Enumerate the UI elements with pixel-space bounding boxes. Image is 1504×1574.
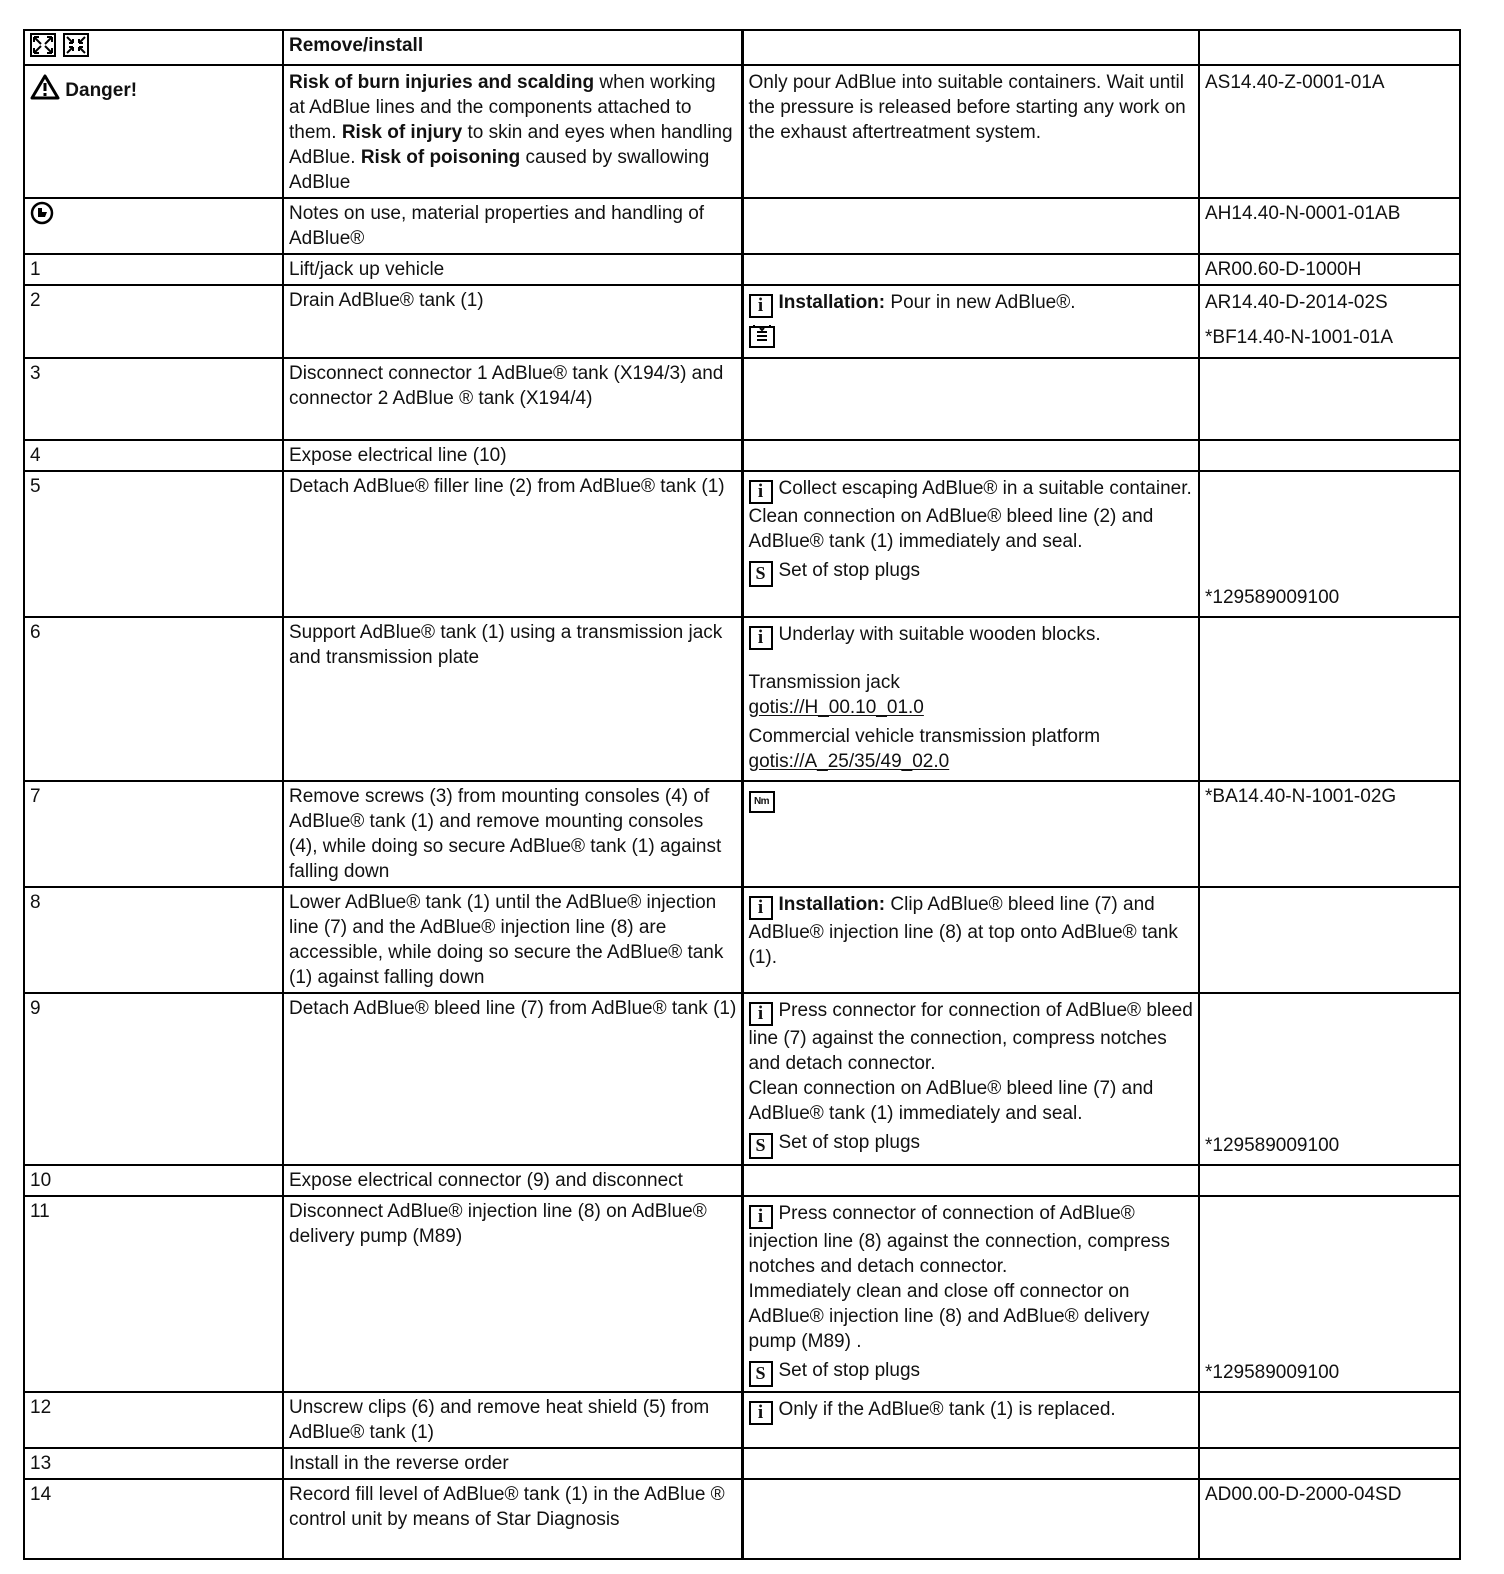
step-row-6	[24, 617, 1460, 781]
risk-injury-heading: Risk of injury	[341, 122, 463, 143]
step-text: Lift/jack up vehicle	[283, 254, 742, 285]
step-text: Lower AdBlue® tank (1) until the AdBlue® injection line (7) and the AdBlue® injection line (8) are accessible, while doing so secure the AdBlue® tank (1) against falling down	[283, 887, 742, 993]
notes-ref[interactable]: AH14.40-N-0001-01AB	[1199, 198, 1460, 254]
risk-injury-text: to skin and eyes when handling AdBlue.	[289, 122, 733, 168]
procedure-table	[23, 29, 1461, 1560]
step-ref[interactable]: *129589009100	[1205, 1362, 1340, 1383]
step-ref[interactable]: AR14.40-D-2014-02S	[1205, 292, 1388, 313]
step-number: 7	[24, 781, 283, 887]
step-ref	[1199, 617, 1460, 781]
tool-name: Transmission jack	[748, 672, 900, 693]
info-icon: i	[749, 1205, 773, 1229]
step-note	[742, 254, 1199, 285]
risk-burn-text: when working at AdBlue lines and the components attached to them.	[289, 72, 716, 143]
danger-risks-cell	[283, 65, 742, 198]
notes-icon-cell	[24, 198, 283, 254]
step-ref-cell	[1199, 285, 1460, 358]
tool-label[interactable]: Set of stop plugs	[778, 1132, 921, 1153]
header-empty-4	[1199, 30, 1460, 65]
installation-text: Pour in new AdBlue®.	[885, 292, 1076, 313]
step-note	[742, 358, 1199, 440]
step-note	[742, 993, 1199, 1165]
step-note	[742, 285, 1199, 358]
tool-name-2: Commercial vehicle transmission platform	[748, 726, 1101, 747]
step-note	[742, 1196, 1199, 1392]
info-text: Press connector of connection of AdBlue® injection line (8) against the connection, compress notches and detach connector.	[748, 1203, 1170, 1277]
step-ref[interactable]: *129589009100	[1205, 587, 1340, 608]
step-number: 11	[24, 1196, 283, 1392]
step-number: 3	[24, 358, 283, 440]
step-ref	[1199, 440, 1460, 471]
installation-label: Installation:	[778, 292, 886, 313]
step-ref	[1199, 1392, 1460, 1448]
installation-label: Installation:	[778, 894, 886, 915]
step-note	[742, 1392, 1199, 1448]
header-title: Remove/install	[283, 30, 742, 65]
step-note	[742, 1165, 1199, 1196]
step-text: Detach AdBlue® filler line (2) from AdBlue® tank (1)	[283, 471, 742, 617]
danger-measure: Only pour AdBlue into suitable containers. Wait until the pressure is released before starting any work on the exhaust aftertreatment system.	[742, 65, 1199, 198]
step-ref[interactable]: AD00.00-D-2000-04SD	[1199, 1479, 1460, 1559]
step-ref[interactable]: *129589009100	[1205, 1135, 1340, 1156]
installation-text: Clip AdBlue® bleed line (7) and AdBlue® injection line (8) at top onto AdBlue® tank (1).	[748, 894, 1178, 968]
step-number: 8	[24, 887, 283, 993]
step-number: 5	[24, 471, 283, 617]
special-tool-icon: S	[749, 561, 773, 587]
torque-icon: Nm	[749, 791, 775, 813]
info-text: Collect escaping AdBlue® in a suitable container.	[778, 478, 1192, 499]
notes-row	[24, 198, 1460, 254]
step-note	[742, 1479, 1199, 1559]
step-note	[742, 887, 1199, 993]
special-tool-icon: S	[749, 1361, 773, 1387]
step-ref-cell	[1199, 993, 1460, 1165]
step-row-9	[24, 993, 1460, 1165]
info-icon: i	[749, 294, 773, 318]
step-number: 2	[24, 285, 283, 358]
info-icon: i	[749, 626, 773, 650]
step-text: Drain AdBlue® tank (1)	[283, 285, 742, 358]
step-row-7	[24, 781, 1460, 887]
step-ref	[1199, 1165, 1460, 1196]
info-icon: i	[749, 480, 773, 504]
danger-label: Danger!	[65, 80, 138, 101]
step-row-10	[24, 1165, 1460, 1196]
info-icon: i	[749, 1002, 773, 1026]
risk-poisoning-heading: Risk of poisoning	[360, 147, 521, 168]
step-number: 13	[24, 1448, 283, 1479]
step-row-12	[24, 1392, 1460, 1448]
step-row-11	[24, 1196, 1460, 1392]
step-note	[742, 1448, 1199, 1479]
danger-label-cell	[24, 65, 283, 198]
danger-ref[interactable]: AS14.40-Z-0001-01A	[1199, 65, 1460, 198]
step-text: Install in the reverse order	[283, 1448, 742, 1479]
info-icon: i	[749, 896, 773, 920]
tool-link-2[interactable]: gotis://A_25/35/49_02.0	[748, 751, 950, 772]
risk-burn-heading: Risk of burn injuries and scalding	[289, 72, 595, 93]
step-note	[742, 617, 1199, 781]
tool-link[interactable]: gotis://H_00.10_01.0	[748, 697, 924, 718]
step-row-13	[24, 1448, 1460, 1479]
expand-arrows-icon[interactable]	[30, 33, 56, 57]
header-icons-cell	[24, 30, 283, 65]
step-ref-secondary[interactable]: *BF14.40-N-1001-01A	[1205, 327, 1393, 348]
step-ref-cell	[1199, 1196, 1460, 1392]
step-number: 14	[24, 1479, 283, 1559]
info-text-2: Clean connection on AdBlue® bleed line (2) and AdBlue® tank (1) immediately and seal.	[748, 506, 1154, 552]
step-ref	[1199, 1448, 1460, 1479]
step-row-5	[24, 471, 1460, 617]
tool-label[interactable]: Set of stop plugs	[778, 1360, 921, 1381]
step-number: 1	[24, 254, 283, 285]
info-icon: i	[749, 1401, 773, 1425]
warning-triangle-icon	[30, 74, 60, 100]
step-row-2	[24, 285, 1460, 358]
collapse-arrows-icon[interactable]	[63, 33, 89, 57]
step-row-3	[24, 358, 1460, 440]
step-text: Expose electrical line (10)	[283, 440, 742, 471]
fluid-spec-icon	[749, 324, 775, 348]
step-text: Unscrew clips (6) and remove heat shield (5) from AdBlue® tank (1)	[283, 1392, 742, 1448]
step-text: Disconnect connector 1 AdBlue® tank (X194/3) and connector 2 AdBlue ® tank (X194/4)	[283, 358, 742, 440]
info-text-2: Immediately clean and close off connector on AdBlue® injection line (8) and AdBlue® delivery pump (M89) .	[748, 1281, 1150, 1352]
step-text: Support AdBlue® tank (1) using a transmission jack and transmission plate	[283, 617, 742, 781]
header-empty-3	[742, 30, 1199, 65]
step-number: 10	[24, 1165, 283, 1196]
step-row-1	[24, 254, 1460, 285]
step-ref	[1199, 887, 1460, 993]
info-text: Underlay with suitable wooden blocks.	[778, 624, 1101, 645]
step-row-14	[24, 1479, 1460, 1559]
step-note	[742, 471, 1199, 617]
step-number: 6	[24, 617, 283, 781]
info-text: Only if the AdBlue® tank (1) is replaced.	[778, 1399, 1116, 1420]
tool-label[interactable]: Set of stop plugs	[778, 560, 921, 581]
step-ref[interactable]: AR00.60-D-1000H	[1199, 254, 1460, 285]
step-text: Detach AdBlue® bleed line (7) from AdBlue® tank (1)	[283, 993, 742, 1165]
info-text-2: Clean connection on AdBlue® bleed line (7) and AdBlue® tank (1) immediately and seal.	[748, 1078, 1154, 1124]
notes-hand-icon	[30, 201, 54, 225]
step-number: 9	[24, 993, 283, 1165]
step-ref	[1199, 358, 1460, 440]
info-text: Press connector for connection of AdBlue® bleed line (7) against the connection, compress notches and detach connector.	[748, 1000, 1193, 1074]
step-note	[742, 781, 1199, 887]
notes-empty	[742, 198, 1199, 254]
step-text: Disconnect AdBlue® injection line (8) on AdBlue® delivery pump (M89)	[283, 1196, 742, 1392]
step-text: Remove screws (3) from mounting consoles (4) of AdBlue® tank (1) and remove mounting consoles (4), while doing so secure AdBlue® tank (1) against falling down	[283, 781, 742, 887]
step-ref[interactable]: *BA14.40-N-1001-02G	[1199, 781, 1460, 887]
step-ref-cell	[1199, 471, 1460, 617]
step-number: 4	[24, 440, 283, 471]
risk-poisoning-text: caused by swallowing AdBlue	[289, 147, 710, 193]
danger-row	[24, 65, 1460, 198]
header-row	[24, 30, 1460, 65]
step-text: Expose electrical connector (9) and disconnect	[283, 1165, 742, 1196]
step-note	[742, 440, 1199, 471]
step-text: Record fill level of AdBlue® tank (1) in the AdBlue ® control unit by means of Star Diagnosis	[283, 1479, 742, 1559]
step-number: 12	[24, 1392, 283, 1448]
notes-text: Notes on use, material properties and handling of AdBlue®	[283, 198, 742, 254]
step-row-4	[24, 440, 1460, 471]
step-row-8	[24, 887, 1460, 993]
special-tool-icon: S	[749, 1133, 773, 1159]
